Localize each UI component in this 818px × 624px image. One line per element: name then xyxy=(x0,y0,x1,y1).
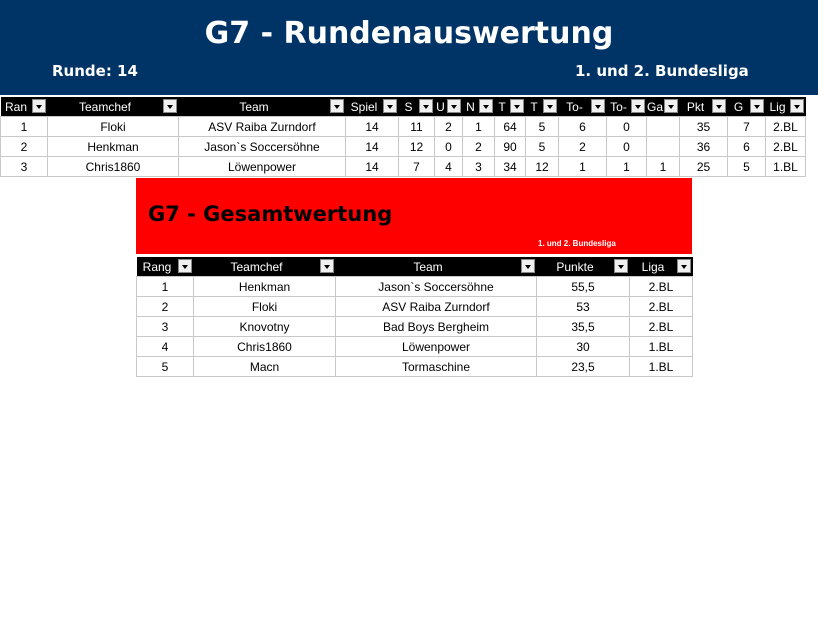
table-cell[interactable]: 30 xyxy=(537,337,630,357)
filter-dropdown-icon[interactable] xyxy=(614,259,628,273)
table-cell[interactable]: 14 xyxy=(346,157,399,177)
table-cell[interactable]: 6 xyxy=(559,117,607,137)
table-cell[interactable]: 4 xyxy=(137,337,194,357)
table-cell[interactable] xyxy=(647,137,680,157)
filter-dropdown-icon[interactable] xyxy=(479,99,493,113)
col-header-games: Spiel xyxy=(346,97,399,117)
table-cell[interactable]: 5 xyxy=(526,117,559,137)
col-header-team: Team xyxy=(336,257,537,277)
col-header-goals-against: T xyxy=(526,97,559,117)
table-cell[interactable]: Floki xyxy=(48,117,179,137)
table-cell[interactable]: 2.BL xyxy=(630,297,693,317)
col-header-points: Punkte xyxy=(537,257,630,277)
table-cell[interactable]: 1 xyxy=(463,117,495,137)
col-header-points: Pkt xyxy=(680,97,728,117)
filter-dropdown-icon[interactable] xyxy=(631,99,645,113)
table-cell[interactable]: 55,5 xyxy=(537,277,630,297)
table-cell[interactable]: 35 xyxy=(680,117,728,137)
table-cell[interactable] xyxy=(647,117,680,137)
filter-dropdown-icon[interactable] xyxy=(330,99,344,113)
col-header-rank: Rang xyxy=(137,257,194,277)
table-cell[interactable]: 1.BL xyxy=(766,157,806,177)
table-cell[interactable]: 0 xyxy=(607,117,647,137)
table-cell[interactable]: 35,5 xyxy=(537,317,630,337)
table-cell[interactable]: Chris1860 xyxy=(48,157,179,177)
table-cell[interactable]: 1.BL xyxy=(630,337,693,357)
table-cell[interactable]: Floki xyxy=(194,297,336,317)
overall-table-header xyxy=(137,257,693,277)
col-header-team: Team xyxy=(179,97,346,117)
filter-dropdown-icon[interactable] xyxy=(383,99,397,113)
table-cell[interactable]: Jason`s Soccersöhne xyxy=(179,137,346,157)
filter-dropdown-icon[interactable] xyxy=(419,99,433,113)
table-cell[interactable]: 23,5 xyxy=(537,357,630,377)
table-cell[interactable]: 3 xyxy=(1,157,48,177)
table-cell[interactable]: 2 xyxy=(435,117,463,137)
table-cell[interactable]: 12 xyxy=(399,137,435,157)
table-cell[interactable]: 4 xyxy=(435,157,463,177)
filter-dropdown-icon[interactable] xyxy=(543,99,557,113)
round-title: G7 - Rundenauswertung xyxy=(204,16,614,51)
table-cell[interactable]: Jason`s Soccersöhne xyxy=(336,277,537,297)
overall-league-label: 1. und 2. Bundesliga xyxy=(538,239,616,248)
col-header-league: Lig xyxy=(766,97,806,117)
filter-dropdown-icon[interactable] xyxy=(163,99,177,113)
col-header-losses: N xyxy=(463,97,495,117)
table-cell[interactable]: 90 xyxy=(495,137,526,157)
col-header-wins: S xyxy=(399,97,435,117)
col-header-g: G xyxy=(728,97,766,117)
table-row xyxy=(1,137,806,157)
round-table xyxy=(0,97,806,177)
table-cell[interactable]: Chris1860 xyxy=(194,337,336,357)
overall-title: G7 - Gesamtwertung xyxy=(148,202,393,226)
table-cell[interactable]: 7 xyxy=(399,157,435,177)
table-cell[interactable]: 12 xyxy=(526,157,559,177)
table-row xyxy=(137,337,693,357)
table-cell[interactable]: 11 xyxy=(399,117,435,137)
table-cell[interactable]: 7 xyxy=(728,117,766,137)
overall-table xyxy=(136,257,693,377)
col-header-rank: Ran xyxy=(1,97,48,117)
table-cell[interactable]: Henkman xyxy=(48,137,179,157)
table-cell[interactable]: Löwenpower xyxy=(336,337,537,357)
table-row xyxy=(137,297,693,317)
table-cell[interactable]: 1 xyxy=(137,277,194,297)
col-header-to-2: To- xyxy=(607,97,647,117)
table-cell[interactable]: ASV Raiba Zurndorf xyxy=(179,117,346,137)
table-cell[interactable]: 1.BL xyxy=(630,357,693,377)
table-cell[interactable]: 2 xyxy=(137,297,194,317)
table-cell[interactable]: 34 xyxy=(495,157,526,177)
col-header-league: Liga xyxy=(630,257,693,277)
col-header-teamchef: Teamchef xyxy=(48,97,179,117)
table-row xyxy=(137,277,693,297)
filter-dropdown-icon[interactable] xyxy=(591,99,605,113)
table-cell[interactable]: 1 xyxy=(647,157,680,177)
table-cell[interactable]: ASV Raiba Zurndorf xyxy=(336,297,537,317)
table-cell[interactable]: 2 xyxy=(1,137,48,157)
col-header-goals-for: T xyxy=(495,97,526,117)
table-cell[interactable]: 3 xyxy=(137,317,194,337)
table-cell[interactable]: Löwenpower xyxy=(179,157,346,177)
table-cell[interactable]: 14 xyxy=(346,117,399,137)
table-cell[interactable]: 2.BL xyxy=(630,277,693,297)
table-cell[interactable]: 1 xyxy=(1,117,48,137)
table-cell[interactable]: 1 xyxy=(559,157,607,177)
table-cell[interactable]: Knovotny xyxy=(194,317,336,337)
table-cell[interactable]: 6 xyxy=(728,137,766,157)
table-cell[interactable]: 2.BL xyxy=(766,137,806,157)
table-cell[interactable]: 5 xyxy=(137,357,194,377)
col-header-to-1: To- xyxy=(559,97,607,117)
overall-banner xyxy=(136,178,692,254)
table-cell[interactable]: 36 xyxy=(680,137,728,157)
table-row xyxy=(137,357,693,377)
filter-dropdown-icon[interactable] xyxy=(712,99,726,113)
table-row xyxy=(137,317,693,337)
table-cell[interactable]: Tormaschine xyxy=(336,357,537,377)
filter-dropdown-icon[interactable] xyxy=(750,99,764,113)
filter-dropdown-icon[interactable] xyxy=(178,259,192,273)
table-cell[interactable]: 5 xyxy=(526,137,559,157)
league-label: 1. und 2. Bundesliga xyxy=(575,62,749,80)
filter-dropdown-icon[interactable] xyxy=(790,99,804,113)
table-cell[interactable]: 64 xyxy=(495,117,526,137)
table-cell[interactable]: 2.BL xyxy=(630,317,693,337)
round-table-header xyxy=(1,97,806,117)
table-cell[interactable]: 25 xyxy=(680,157,728,177)
table-cell[interactable]: Henkman xyxy=(194,277,336,297)
table-cell[interactable]: Macn xyxy=(194,357,336,377)
round-number-label: Runde: 14 xyxy=(52,62,138,80)
filter-dropdown-icon[interactable] xyxy=(664,99,678,113)
col-header-teamchef: Teamchef xyxy=(194,257,336,277)
table-row xyxy=(1,117,806,137)
table-cell[interactable]: 53 xyxy=(537,297,630,317)
table-cell[interactable]: 5 xyxy=(728,157,766,177)
round-banner xyxy=(0,0,818,95)
table-cell[interactable]: Bad Boys Bergheim xyxy=(336,317,537,337)
table-cell[interactable]: 0 xyxy=(435,137,463,157)
filter-dropdown-icon[interactable] xyxy=(32,99,46,113)
col-header-draws: U xyxy=(435,97,463,117)
col-header-ga: Ga xyxy=(647,97,680,117)
table-cell[interactable]: 14 xyxy=(346,137,399,157)
filter-dropdown-icon[interactable] xyxy=(521,259,535,273)
filter-dropdown-icon[interactable] xyxy=(320,259,334,273)
table-cell[interactable]: 2 xyxy=(559,137,607,157)
table-cell[interactable]: 2.BL xyxy=(766,117,806,137)
table-cell[interactable]: 1 xyxy=(607,157,647,177)
table-cell[interactable]: 3 xyxy=(463,157,495,177)
filter-dropdown-icon[interactable] xyxy=(677,259,691,273)
table-cell[interactable]: 0 xyxy=(607,137,647,157)
table-cell[interactable]: 2 xyxy=(463,137,495,157)
table-row xyxy=(1,157,806,177)
filter-dropdown-icon[interactable] xyxy=(447,99,461,113)
filter-dropdown-icon[interactable] xyxy=(510,99,524,113)
